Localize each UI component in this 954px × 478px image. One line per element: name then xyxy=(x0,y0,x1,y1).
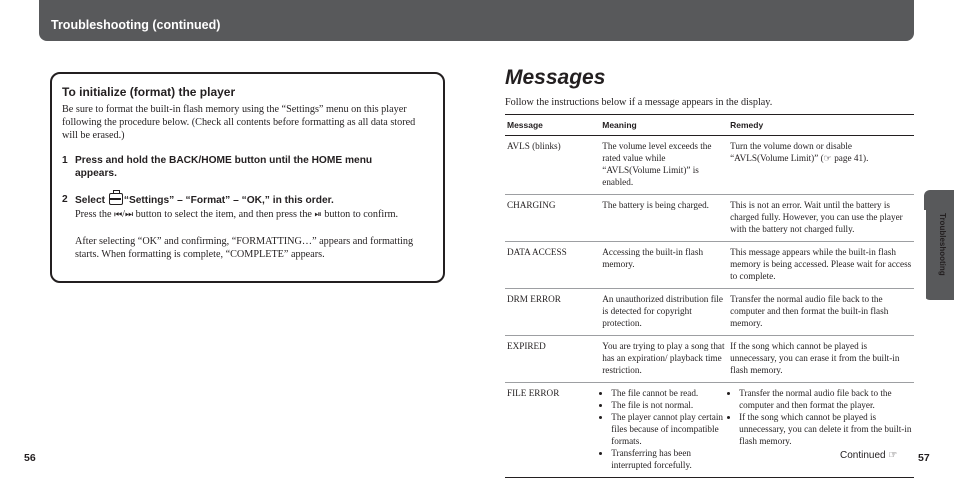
page-number-right: 57 xyxy=(918,452,930,464)
remedy-cell xyxy=(728,383,914,478)
step-text xyxy=(75,193,410,207)
table-header-row xyxy=(505,115,914,136)
remedy-cell: If the song which cannot be played is unnecessary, you can erase it from the built-in flash memory. xyxy=(728,336,914,383)
messages-table xyxy=(505,114,914,478)
list-item: • The file is not normal. xyxy=(611,399,726,411)
list-item: • The file cannot be read. xyxy=(611,387,726,399)
previous-icon: ⏮ xyxy=(114,210,123,220)
list-item: • Transferring has been interrupted forcefully. xyxy=(611,447,726,471)
message-cell: CHARGING xyxy=(505,195,600,242)
header-bar xyxy=(39,0,914,41)
table-row xyxy=(505,242,914,289)
page-number-left: 56 xyxy=(24,452,36,464)
table-row xyxy=(505,289,914,336)
detail-text: Press the xyxy=(75,209,115,220)
meaning-list xyxy=(602,387,726,471)
step-2-detail-formatting: After selecting “OK” and confirming, “FORMATTING…” appears and formatting starts. When formatting is complete, “COMPLETE” appears. xyxy=(75,236,414,260)
initialize-title: To initialize (format) the player xyxy=(62,85,236,99)
table-row xyxy=(505,195,914,242)
column-header-message: Message xyxy=(505,115,600,136)
table-row xyxy=(505,336,914,383)
step-text-after-icon: “Settings” – “Format” – “OK,” in this order. xyxy=(123,195,334,206)
remedy-cell: This message appears while the built-in flash memory is being accessed. Please wait for access to complete. xyxy=(728,242,914,289)
detail-text: button to confirm. xyxy=(321,209,399,220)
list-item: • If the song which cannot be played is unnecessary, you can delete it from the built-in flash memory. xyxy=(739,411,912,447)
initialize-body: Be sure to format the built-in flash memory using the “Settings” menu on this player following the procedure below. (Check all contents before formatting as all data stored will be erased.) xyxy=(62,104,416,141)
message-cell: DATA ACCESS xyxy=(505,242,600,289)
meaning-cell: The volume level exceeds the rated value while “AVLS(Volume Limit)” is enabled. xyxy=(600,136,728,195)
step-text-before-icon: Select xyxy=(75,195,108,206)
table-row xyxy=(505,383,914,478)
remedy-cell: Turn the volume down or disable “AVLS(Volume Limit)” (☞ page 41). xyxy=(728,136,914,195)
detail-text: button to select the item, and then press the xyxy=(133,209,315,220)
messages-title: Messages xyxy=(505,66,606,89)
column-header-remedy: Remedy xyxy=(728,115,914,136)
remedy-cell: This is not an error. Wait until the battery is charged fully. However, you can use the player with the battery not charged fully. xyxy=(728,195,914,242)
remedy-cell: Transfer the normal audio file back to the computer and then format the built-in flash memory. xyxy=(728,289,914,336)
header-title: Troubleshooting (continued) xyxy=(51,18,221,32)
list-item: • The player cannot play certain files because of incompatible formats. xyxy=(611,411,726,447)
next-icon: ⏭ xyxy=(125,210,134,220)
continued-label: Continued ☞ xyxy=(840,450,898,461)
message-cell: DRM ERROR xyxy=(505,289,600,336)
settings-toolbox-icon xyxy=(109,193,123,205)
messages-intro: Follow the instructions below if a message appears in the display. xyxy=(505,97,773,108)
step-text: Press and hold the BACK/HOME button until the HOME menu appears. xyxy=(75,155,373,179)
remedy-list xyxy=(730,387,912,447)
column-header-meaning: Meaning xyxy=(600,115,728,136)
meaning-cell: You are trying to play a song that has an expiration/ playback time restriction. xyxy=(600,336,728,383)
initialize-section xyxy=(50,72,445,283)
step-2-detail-navigate xyxy=(75,208,415,222)
side-tab-label: Troubleshooting xyxy=(938,213,947,276)
play-pause-icon: ⏯ xyxy=(314,210,322,220)
list-item: • Transfer the normal audio file back to the computer and then format the player. xyxy=(739,387,912,411)
meaning-cell: The battery is being charged. xyxy=(600,195,728,242)
table-row xyxy=(505,136,914,195)
meaning-cell: An unauthorized distribution file is detected for copyright protection. xyxy=(600,289,728,336)
slash: / xyxy=(122,209,126,220)
meaning-cell: Accessing the built-in flash memory. xyxy=(600,242,728,289)
meaning-cell xyxy=(600,383,728,478)
message-cell: EXPIRED xyxy=(505,336,600,383)
step-number: 2 xyxy=(62,194,68,205)
message-cell: AVLS (blinks) xyxy=(505,136,600,195)
step-number: 1 xyxy=(62,155,68,166)
message-cell: FILE ERROR xyxy=(505,383,600,478)
